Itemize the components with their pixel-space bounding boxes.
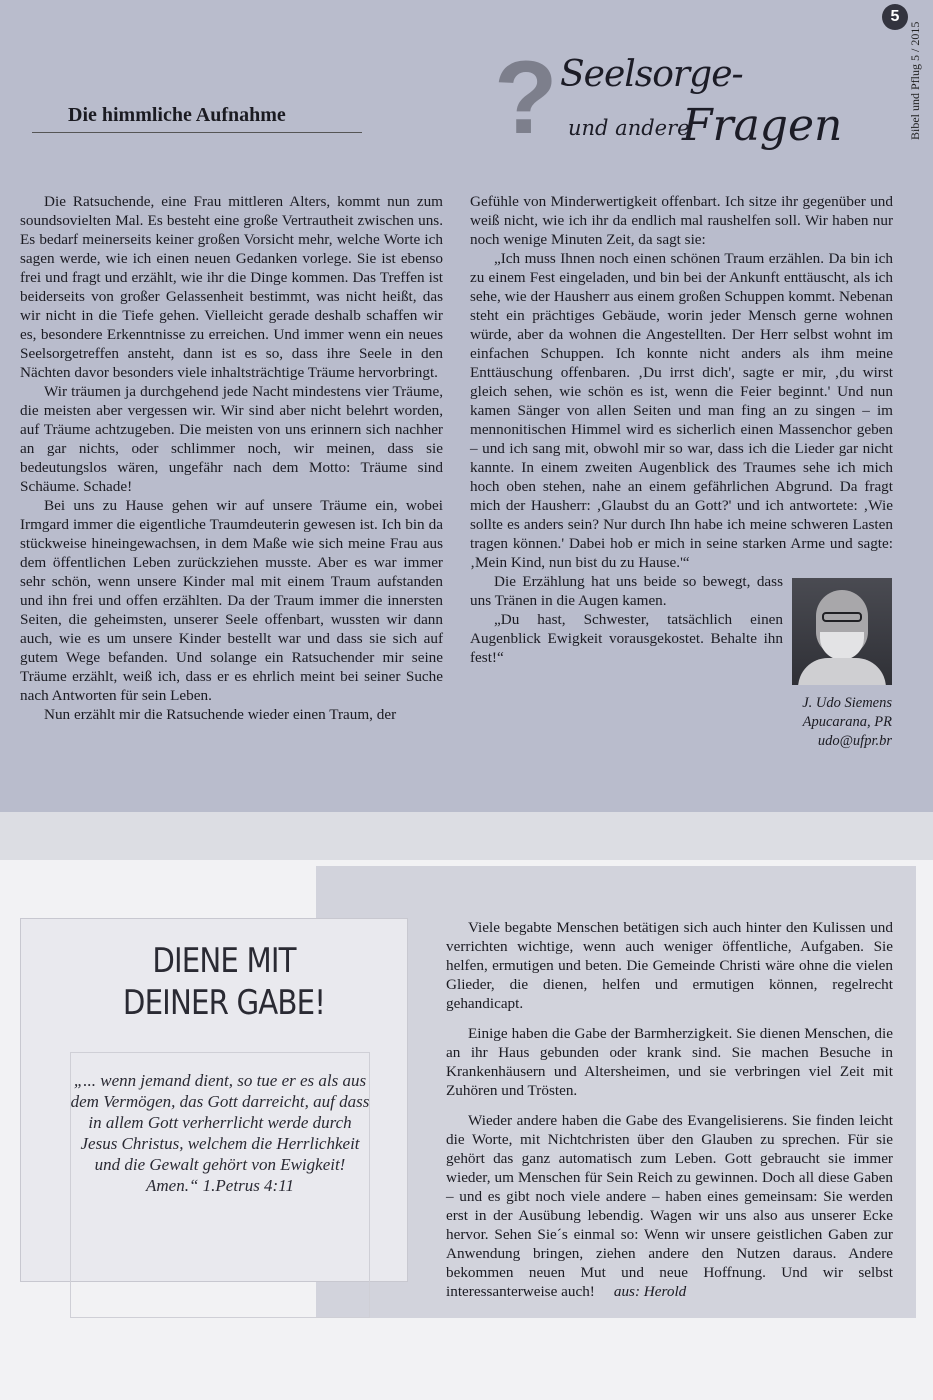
author-signature xyxy=(760,694,892,751)
logo-line-2: und andere xyxy=(568,116,690,140)
serve-title: DIENE MIT DEINER GABE! xyxy=(122,941,326,1023)
section-logo xyxy=(494,40,843,167)
source-credit: aus: Herold xyxy=(613,1283,687,1300)
paragraph: Die Ratsuchende, eine Frau mittleren Alters, kommt nun zum soundsovielten Mal. Es besteht eine große Vertrautheit zwischen uns. Es bedarf meinerseits keiner großen Vorsicht mehr, welche Worte ich sagen werde, wie ich einen neuen Gedanken vorlege. Sie ist ebenso frei und fragt und erzählt, wie ihr die Dinge kommen. Das Treffen ist beiderseits von großer Gelassenheit bestimmt, was nicht heißt, das wir nicht in die Tiefe gehen. Vielleicht gerade deshalb schaffen wir es, besondere Erkenntnisse zu erreichen. Und immer wenn ein neues Seelsorgetreffen ansteht, dann ist es so, dass ihre Seele in den Nächten davor besonders viele inhaltsträchtige Träume hervorbringt. xyxy=(20,193,443,381)
logo-line-1: Seelsorge- xyxy=(560,54,743,95)
paragraph: Bei uns zu Hause gehen wir auf unsere Träume ein, wobei Irmgard immer die eigentliche Traumdeuterin gewesen ist. Ich bin da stückweise hineingewachsen, in dem Maße wie sich meine Frau aus dem öffentlichen Leben zurückziehen musste. Aber es war immer sehr schön, wenn unsere Kinder mal mit einem Traum aufstanden und ihn frei und offen erzählten. Da der Traum immer die innersten Seiten, die geheimsten, unserer Seele offenbart, wussten wir dann auch, wie es um unsere Kinder bestellt war und dass sie sich auf gutem Wege befanden. Und solange ein Ratsuchender mir seine Träume erzählt, weiß ich, dass er es ehrlich meint bei seiner Suche nach Antworten für sein Leben. xyxy=(20,497,443,704)
author-photo xyxy=(792,578,892,685)
article-title: Die himmliche Aufnahme xyxy=(68,104,286,126)
paragraph: Gefühle von Minderwertigkeit offenbart. Ich sitze ihr gegenüber und weiß nicht, wie ich ihr da endlich mal raushelfen soll. Wir haben nur noch wenige Minuten Zeit, da sagt sie: xyxy=(470,193,893,248)
paragraph: Die Erzählung hat uns beide so bewegt, dass uns Tränen in die Augen kamen. xyxy=(470,573,783,609)
paragraph: Wieder andere haben die Gabe des Evangelisierens. Sie finden leicht die Worte, mit Nichtchristen über den Glauben zu sprechen. Für sie gehört das ganz automatisch zum Leben. Gott gebraucht sie immer wieder, um Menschen für Sein Reich zu gewinnen. Doch all diese Gaben – und es gibt noch viele andere – haben eines gemeinsam: Sie werden erst in der Ausübung lebendig. Wagen wir uns also aus unserer Ecke hervor. Sehen Sie´s einmal so: Wenn wir unsere geistlichen Gaben zur Anwendung bringen, ziehen andere den Nutzen daraus. Andere bekommen neuen Mut und neue Hoffnung. Und wir selbst interessanterweise auch! aus: Herold xyxy=(446,1112,893,1300)
author-place: Apucarana, PR xyxy=(802,714,892,730)
logo-line-3: Fragen xyxy=(682,100,843,151)
author-name: J. Udo Siemens xyxy=(802,695,892,711)
paragraph: Nun erzählt mir die Ratsuchende wieder einen Traum, der xyxy=(44,706,397,723)
author-email: udo@ufpr.br xyxy=(817,733,892,749)
paragraph: Viele begabte Menschen betätigen sich auch hinter den Kulissen und verrichten wichtige, wenn auch weniger öffentliche, Aufgaben. Sie helfen, ermutigen und beten. Die Gemeinde Christi wäre ohne die vielen Glieder, die dienen, helfen und ermutigen können, regelrecht gehandicapt. xyxy=(446,919,893,1012)
question-mark-icon: ? xyxy=(494,40,558,156)
bible-quote: „... wenn jemand dient, so tue er es als aus dem Vermögen, das Gott darreicht, auf dass in allem Gott verherrlicht werde durch Jesus Christus, welchem die Herrlichkeit und die Gewalt gehört von Ewigkeit! Amen.“ 1.Petrus 4:11 xyxy=(70,1071,370,1195)
issue-label: Bibel und Pflug 5 / 2015 xyxy=(908,21,922,140)
serve-article-column xyxy=(446,918,893,1312)
title-underline xyxy=(32,132,362,133)
paragraph: Wir träumen ja durchgehend jede Nacht mindestens vier Träume, die meisten aber vergessen wir. Wir sind aber nicht belehrt worden, auf Träume achtzugeben. Die meisten von uns erinnern sich nachher an gar nichts, oder schlimmer noch, wir meinen, dass sie bedeutungslos wären, ungefähr nach dem Motto: Träume sind Schäume. Schade! xyxy=(20,383,443,495)
article-left-column xyxy=(20,192,443,724)
paragraph: Einige haben die Gabe der Barmherzigkeit. Sie dienen Menschen, die an ihr Haus gebunden oder krank sind. Sie machen Besuche in Krankenhäusern und Altersheimen, und sie verbringen viel Zeit mit Zuhören und Trösten. xyxy=(446,1025,893,1099)
divider-band xyxy=(0,812,933,860)
paragraph: „Du hast, Schwester, tatsächlich einen Augenblick Ewigkeit vorausgekostet. Behalte ihn fest!“ xyxy=(470,611,783,666)
paragraph: „Ich muss Ihnen noch einen schönen Traum erzählen. Da bin ich zu einem Fest eingeladen, und bin bei der Ankunft enttäuscht, als ich sehe, wie der Hausherr aus einem großen Schuppen kommt. Nebenan steht ein prächtiges Gebäude, worin jeder Mensch gerne wohnen würde, aber da wohnen die Angestellten. Der Herr selbst wohnt im einfachen Schuppen. Ich konnte nicht anders als ihm meine Enttäuschung offenbaren. ‚Du irrst dich', sagte er mir, ‚du wirst gleich sehen, wie schön es ist, wenn die Feier beginnt.' Und nun kamen Sänger von allen Seiten und man fing an zu singen – im mennonitischen Himmel wird es sicherlich einen Massenchor geben – und ich sang mit, obwohl mir so war, dass ich die Lieder gar nicht kannte. In einem zweiten Augenblick des Traumes sehe ich mich hoch oben stehen, nahe an einem gefährlichen Abgrund. Da fragt mich der Hausherr: ‚Glaubst du an Gott?' und ich antwortete: ‚Wie sollte es anders sein? Nur durch Ihn habe ich meine schweren Lasten tragen können.' Dabei hob er mich in seine starken Arme und sagte: ‚Mein Kind, nun bist du zu Hause.'“ xyxy=(470,250,893,571)
page-number-badge: 5 xyxy=(882,4,908,30)
